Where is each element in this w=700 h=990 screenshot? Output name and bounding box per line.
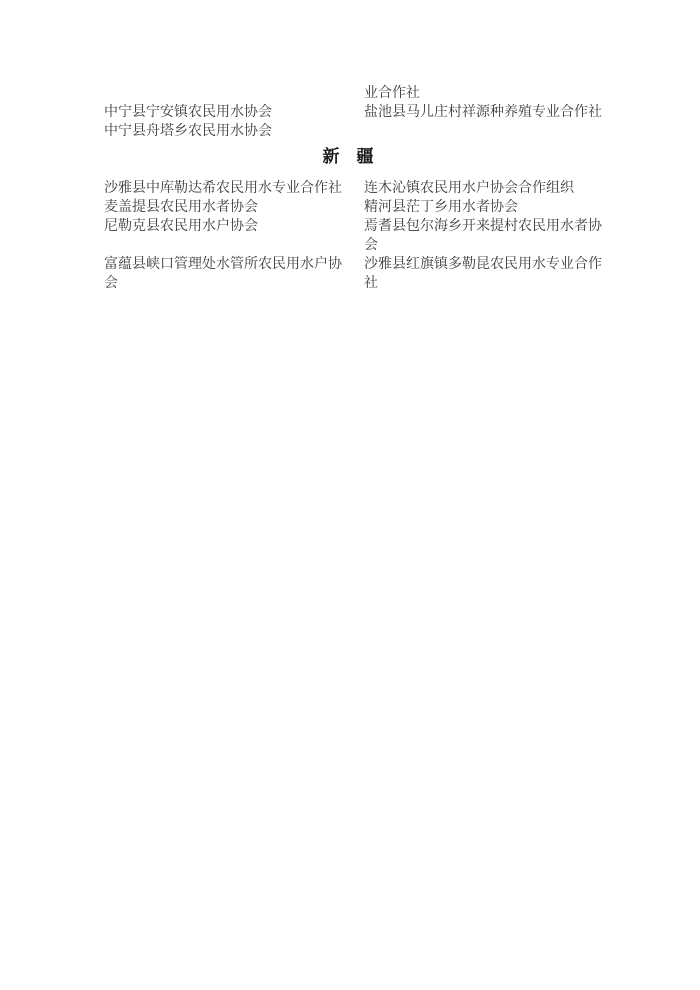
entry-right: 精河县茫丁乡用水者协会 (364, 200, 518, 215)
entry-left: 中宁县宁安镇农民用水协会 (104, 105, 272, 120)
entry-row (104, 84, 620, 103)
entry-row (104, 179, 620, 198)
entry-row (104, 122, 620, 141)
entry-right: 沙雅县红旗镇多勒昆农民用水专业合作社 (364, 257, 602, 291)
entry-left: 中宁县舟塔乡农民用水协会 (104, 124, 272, 139)
section-heading-xinjiang: 新 疆 (322, 147, 374, 166)
entry-left: 尼勒克县农民用水户协会 (104, 219, 258, 234)
entry-row (104, 255, 620, 293)
entry-row (104, 103, 620, 122)
entry-right: 盐池县马儿庄村祥源种养殖专业合作社 (364, 105, 602, 120)
entry-left: 沙雅县中库勒达希农民用水专业合作社 (104, 181, 342, 196)
entry-left: 富蕴县峡口管理处水管所农民用水户协会 (104, 257, 342, 291)
entry-row (104, 198, 620, 217)
entry-right: 连木沁镇农民用水户协会合作组织 (364, 181, 574, 196)
entry-list (104, 84, 620, 293)
entry-row (104, 217, 620, 255)
entry-left: 麦盖提县农民用水者协会 (104, 200, 258, 215)
entry-right: 焉耆县包尔海乡开来提村农民用水者协会 (364, 219, 602, 253)
carryover-line: 业合作社 (364, 86, 420, 101)
